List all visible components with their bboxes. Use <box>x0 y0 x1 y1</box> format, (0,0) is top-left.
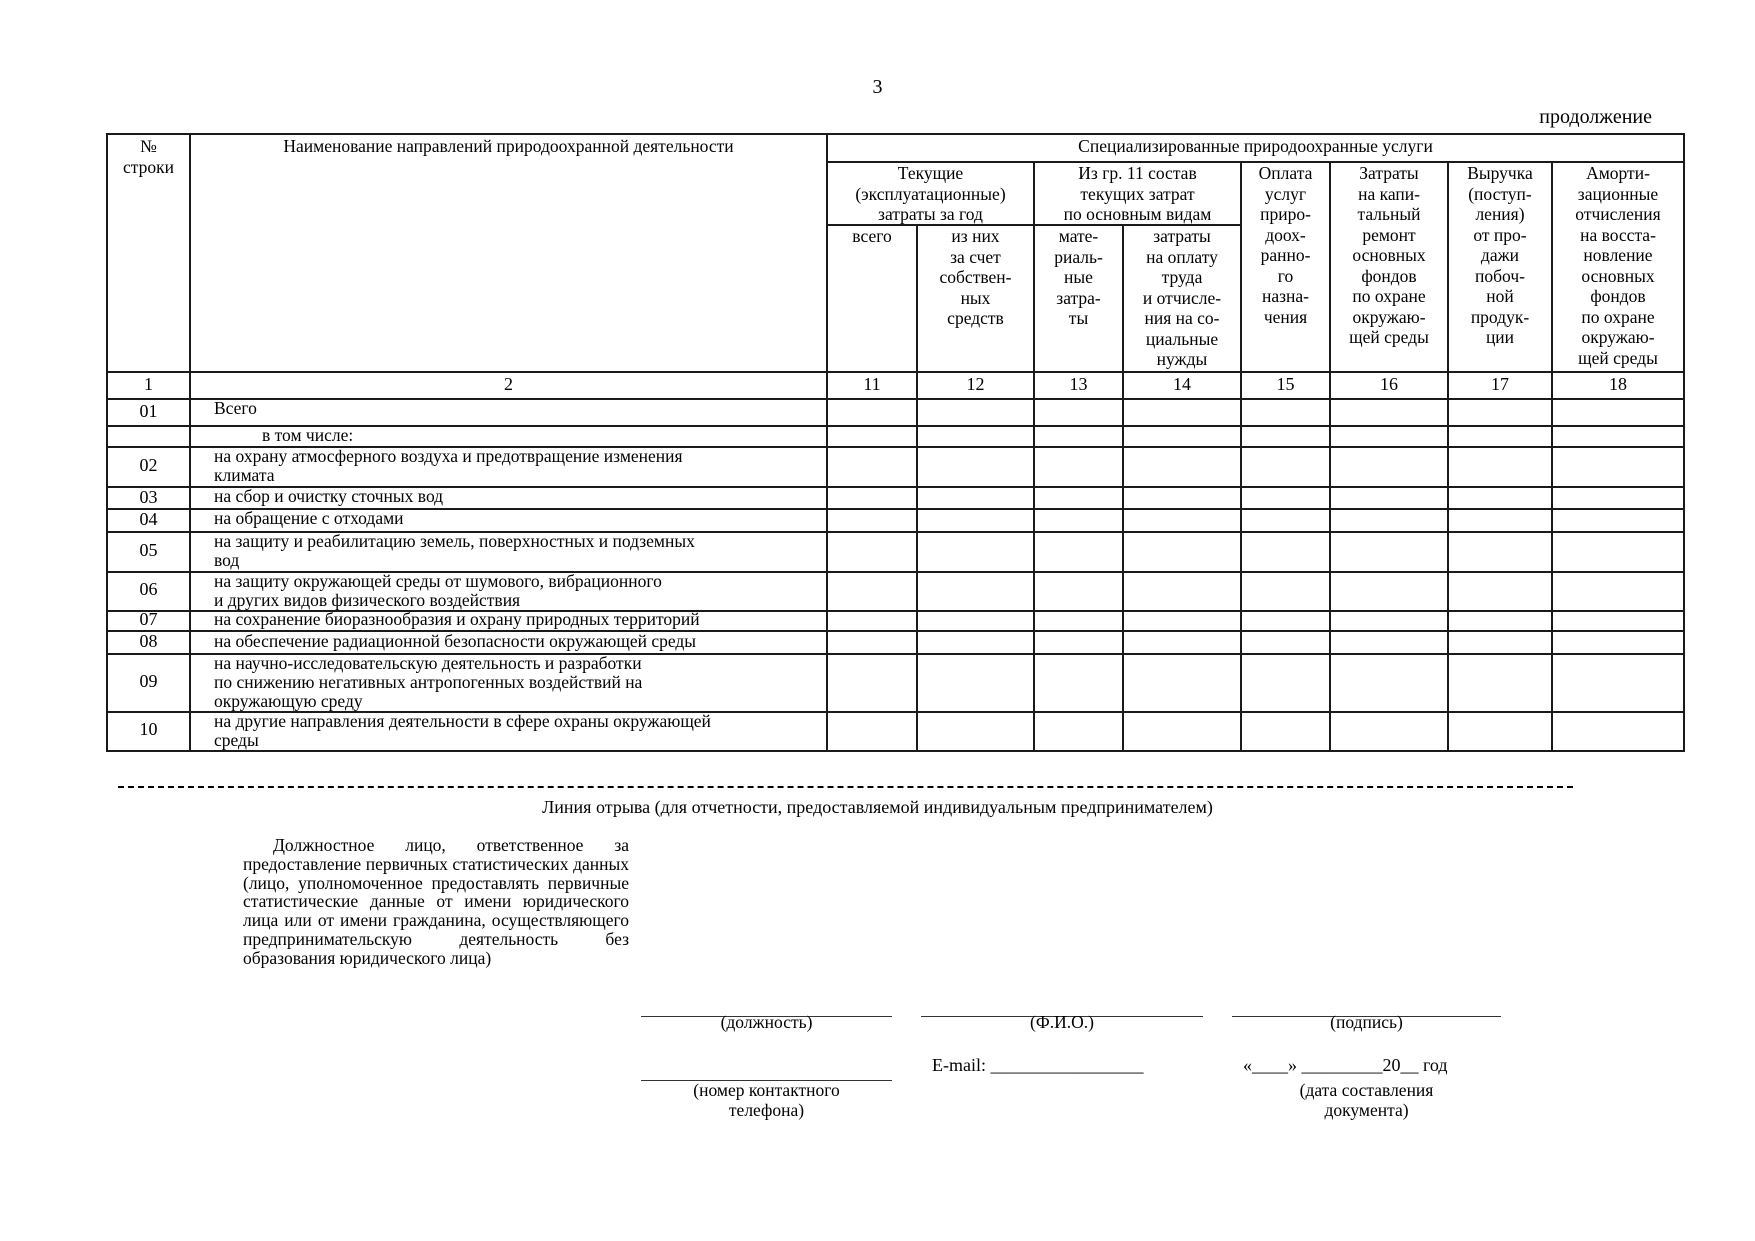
column-number: 13 <box>1069 374 1088 394</box>
header-total: всего <box>852 226 892 246</box>
row-number: 05 <box>139 540 158 560</box>
row-label-research: на научно-исследовательскую деятельность и разработки по снижению негативных антропогенных воздействий на окружающую среду <box>214 653 643 711</box>
responsible-official-text <box>243 836 629 968</box>
continuation-label: продолжение <box>1539 106 1652 128</box>
header-specialized-services: Специализированные природоохранные услуги <box>1078 136 1433 156</box>
row-label-air: на охрану атмосферного воздуха и предотвращение изменения климата <box>214 446 683 485</box>
tear-line-label: Линия отрыва (для отчетности, предоставляемой индивидуальным предпринимателем) <box>542 797 1213 817</box>
row-number: 03 <box>139 487 158 507</box>
header-cost-composition: Из гр. 11 состав текущих затрат по основным видам <box>1063 163 1212 224</box>
date-label: (дата составления документа) <box>1299 1080 1434 1120</box>
header-revenue: Выручка (поступ- ления) от про- дажи побоч- ной продук- ции <box>1467 163 1533 347</box>
column-number: 14 <box>1173 374 1191 394</box>
row-number: 02 <box>139 455 158 475</box>
official-paragraph: Должностное лицо, ответственное за предоставление первичных статистических данных (лицо, уполномоченное предоставлять первичные статистические данные от имени юридического лица или от имени гражданина, осуществляющего предпринимательскую деятельность без образования юридического лица) <box>243 835 629 968</box>
row-number: 07 <box>139 609 158 629</box>
row-label-wastewater: на сбор и очистку сточных вод <box>214 486 444 506</box>
header-services-payment: Оплата услуг приро- доох- ранно- го назна- чения <box>1258 163 1313 327</box>
row-number: 04 <box>139 509 158 529</box>
row-number: 09 <box>139 671 158 691</box>
row-label-other: на другие направления деятельности в сфере охраны окружающей среды <box>214 711 711 750</box>
row-number: 10 <box>139 719 158 739</box>
header-capital-repair: Затраты на капи- тальный ремонт основных фондов по охране окружаю- щей среды <box>1349 163 1429 347</box>
header-depreciation: Аморти- зационные отчисления на восста- новление основных фондов по охране окружаю- щей среды <box>1575 163 1661 368</box>
position-label: (должность) <box>720 1012 813 1032</box>
tear-line <box>118 786 1573 788</box>
column-number: 1 <box>144 374 153 394</box>
phone-label: (номер контактного телефона) <box>693 1080 840 1120</box>
email-field[interactable]: E-mail: _________________ <box>932 1055 1144 1075</box>
row-label-waste: на обращение с отходами <box>214 508 404 528</box>
row-label-biodiversity: на сохранение биоразнообразия и охрану природных территорий <box>214 609 700 629</box>
row-number: 01 <box>139 401 158 421</box>
header-labor-costs: затраты на оплату труда и отчисле- ния на со- циальные нужды <box>1142 226 1222 369</box>
row-label-including: в том числе: <box>262 425 354 445</box>
table-border-top <box>107 133 1685 135</box>
row-label-land-water: на защиту и реабилитацию земель, поверхностных и подземных вод <box>214 531 695 570</box>
row-number: 06 <box>139 579 158 599</box>
column-number: 17 <box>1491 374 1509 394</box>
header-current-costs: Текущие (эксплуатационные) затраты за год <box>855 163 1006 224</box>
page-number: 3 <box>872 76 883 98</box>
column-number: 15 <box>1276 374 1295 394</box>
name-label: (Ф.И.О.) <box>1030 1012 1094 1032</box>
header-material-costs: мате- риаль- ные затра- ты <box>1054 226 1103 328</box>
table-border-left <box>106 133 108 752</box>
header-activity-name: Наименование направлений природоохранной деятельности <box>283 136 734 156</box>
header-row-number: № строки <box>123 136 174 177</box>
row-label-total: Всего <box>214 398 257 418</box>
column-number: 12 <box>966 374 985 394</box>
grid-line <box>189 133 191 752</box>
row-label-radiation: на обеспечение радиационной безопасности окружающей среды <box>214 631 697 651</box>
header-own-funds: из них за счет собствен- ных средств <box>939 226 1012 328</box>
column-number: 11 <box>863 374 881 394</box>
column-number: 2 <box>504 374 513 394</box>
signature-label: (подпись) <box>1330 1012 1403 1032</box>
row-label-noise: на защиту окружающей среды от шумового, вибрационного и других видов физического воздействия <box>214 571 662 610</box>
row-number: 08 <box>139 631 158 651</box>
column-number: 16 <box>1380 374 1398 394</box>
column-number: 18 <box>1609 374 1627 394</box>
date-field[interactable]: «____» _________20__ год <box>1243 1055 1448 1075</box>
